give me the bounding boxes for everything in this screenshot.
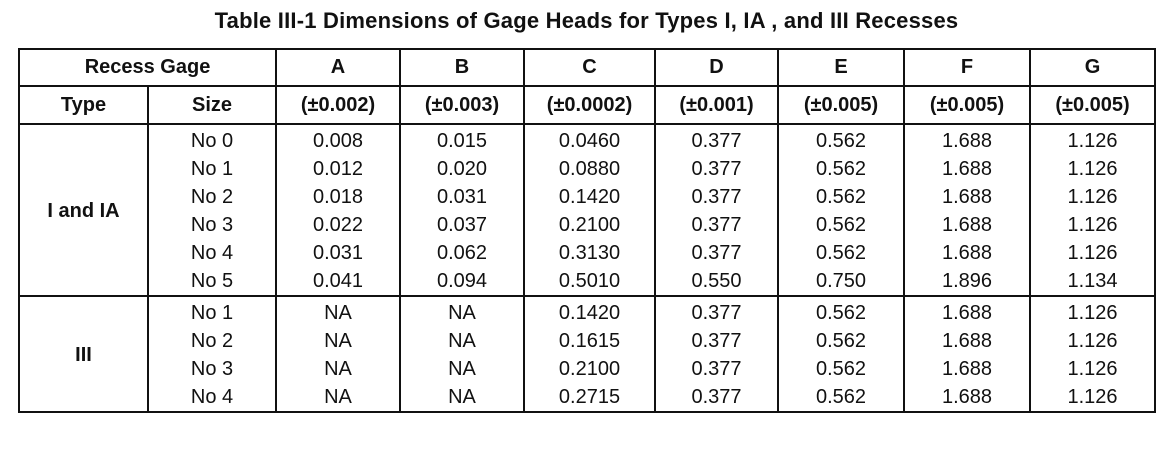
header-type: Type xyxy=(19,86,148,124)
value-cell: 0.377 xyxy=(655,383,778,412)
table-row xyxy=(19,327,1155,355)
value-cell: 0.1615 xyxy=(524,327,655,355)
table-row xyxy=(19,383,1155,412)
value-cell: NA xyxy=(400,296,524,327)
value-cell: 0.377 xyxy=(655,355,778,383)
value-cell: 0.1420 xyxy=(524,183,655,211)
tolerance-e: (±0.005) xyxy=(778,86,904,124)
value-cell: 0.377 xyxy=(655,296,778,327)
header-recess-gage: Recess Gage xyxy=(19,49,276,86)
value-cell: 1.688 xyxy=(904,211,1030,239)
value-cell: 0.2100 xyxy=(524,355,655,383)
value-cell: 0.022 xyxy=(276,211,400,239)
tolerance-g: (±0.005) xyxy=(1030,86,1155,124)
value-cell: 1.688 xyxy=(904,239,1030,267)
value-cell: 0.018 xyxy=(276,183,400,211)
value-cell: 0.012 xyxy=(276,155,400,183)
value-cell: 1.688 xyxy=(904,383,1030,412)
value-cell: 1.126 xyxy=(1030,355,1155,383)
type-cell: I and IA xyxy=(19,124,148,296)
value-cell: NA xyxy=(400,383,524,412)
table-row xyxy=(19,211,1155,239)
value-cell: 0.377 xyxy=(655,155,778,183)
table-row xyxy=(19,124,1155,155)
value-cell: 0.377 xyxy=(655,239,778,267)
header-row-columns xyxy=(19,49,1155,86)
value-cell: NA xyxy=(276,383,400,412)
header-col-b: B xyxy=(400,49,524,86)
value-cell: 0.562 xyxy=(778,383,904,412)
table-row xyxy=(19,239,1155,267)
value-cell: 0.5010 xyxy=(524,267,655,296)
table-row xyxy=(19,267,1155,296)
value-cell: 1.126 xyxy=(1030,327,1155,355)
size-cell: No 2 xyxy=(148,183,276,211)
header-col-a: A xyxy=(276,49,400,86)
value-cell: 0.2715 xyxy=(524,383,655,412)
value-cell: NA xyxy=(276,296,400,327)
value-cell: NA xyxy=(276,327,400,355)
value-cell: 0.031 xyxy=(400,183,524,211)
value-cell: 0.750 xyxy=(778,267,904,296)
value-cell: 0.094 xyxy=(400,267,524,296)
value-cell: 0.562 xyxy=(778,239,904,267)
size-cell: No 4 xyxy=(148,383,276,412)
value-cell: 1.688 xyxy=(904,355,1030,383)
value-cell: 1.688 xyxy=(904,183,1030,211)
value-cell: 1.134 xyxy=(1030,267,1155,296)
table-body xyxy=(19,124,1155,412)
value-cell: NA xyxy=(276,355,400,383)
size-cell: No 2 xyxy=(148,327,276,355)
table-row xyxy=(19,296,1155,327)
tolerance-d: (±0.001) xyxy=(655,86,778,124)
size-cell: No 5 xyxy=(148,267,276,296)
value-cell: 0.562 xyxy=(778,296,904,327)
value-cell: 0.550 xyxy=(655,267,778,296)
value-cell: 0.562 xyxy=(778,327,904,355)
value-cell: 0.041 xyxy=(276,267,400,296)
value-cell: 1.896 xyxy=(904,267,1030,296)
value-cell: 0.562 xyxy=(778,211,904,239)
gage-dimensions-table xyxy=(18,48,1156,413)
value-cell: 0.1420 xyxy=(524,296,655,327)
value-cell: 1.126 xyxy=(1030,183,1155,211)
value-cell: 1.688 xyxy=(904,296,1030,327)
value-cell: 1.688 xyxy=(904,155,1030,183)
size-cell: No 3 xyxy=(148,355,276,383)
value-cell: 1.126 xyxy=(1030,383,1155,412)
value-cell: 1.688 xyxy=(904,124,1030,155)
value-cell: 0.015 xyxy=(400,124,524,155)
table-title: Table III-1 Dimensions of Gage Heads for Types I, IA , and III Recesses xyxy=(214,8,959,33)
value-cell: 0.2100 xyxy=(524,211,655,239)
value-cell: 0.020 xyxy=(400,155,524,183)
header-col-c: C xyxy=(524,49,655,86)
value-cell: 0.3130 xyxy=(524,239,655,267)
table-row xyxy=(19,183,1155,211)
header-row-tolerances xyxy=(19,86,1155,124)
value-cell: 0.562 xyxy=(778,155,904,183)
value-cell: 0.0880 xyxy=(524,155,655,183)
size-cell: No 3 xyxy=(148,211,276,239)
size-cell: No 4 xyxy=(148,239,276,267)
value-cell: 0.031 xyxy=(276,239,400,267)
value-cell: 1.126 xyxy=(1030,155,1155,183)
tolerance-c: (±0.0002) xyxy=(524,86,655,124)
header-col-e: E xyxy=(778,49,904,86)
value-cell: 0.377 xyxy=(655,327,778,355)
value-cell: 0.377 xyxy=(655,183,778,211)
tolerance-a: (±0.002) xyxy=(276,86,400,124)
type-cell: III xyxy=(19,296,148,412)
size-cell: No 1 xyxy=(148,296,276,327)
value-cell: 0.377 xyxy=(655,211,778,239)
tolerance-b: (±0.003) xyxy=(400,86,524,124)
value-cell: 1.126 xyxy=(1030,211,1155,239)
value-cell: 0.562 xyxy=(778,355,904,383)
value-cell: 0.0460 xyxy=(524,124,655,155)
value-cell: 1.126 xyxy=(1030,296,1155,327)
header-col-g: G xyxy=(1030,49,1155,86)
value-cell: 0.037 xyxy=(400,211,524,239)
header-col-f: F xyxy=(904,49,1030,86)
value-cell: 0.062 xyxy=(400,239,524,267)
value-cell: 0.377 xyxy=(655,124,778,155)
value-cell: 1.126 xyxy=(1030,124,1155,155)
header-size: Size xyxy=(148,86,276,124)
value-cell: NA xyxy=(400,355,524,383)
table-row xyxy=(19,155,1155,183)
value-cell: 0.562 xyxy=(778,124,904,155)
value-cell: 1.688 xyxy=(904,327,1030,355)
value-cell: 0.008 xyxy=(276,124,400,155)
value-cell: 1.126 xyxy=(1030,239,1155,267)
size-cell: No 0 xyxy=(148,124,276,155)
value-cell: NA xyxy=(400,327,524,355)
table-row xyxy=(19,355,1155,383)
tolerance-f: (±0.005) xyxy=(904,86,1030,124)
header-col-d: D xyxy=(655,49,778,86)
size-cell: No 1 xyxy=(148,155,276,183)
value-cell: 0.562 xyxy=(778,183,904,211)
